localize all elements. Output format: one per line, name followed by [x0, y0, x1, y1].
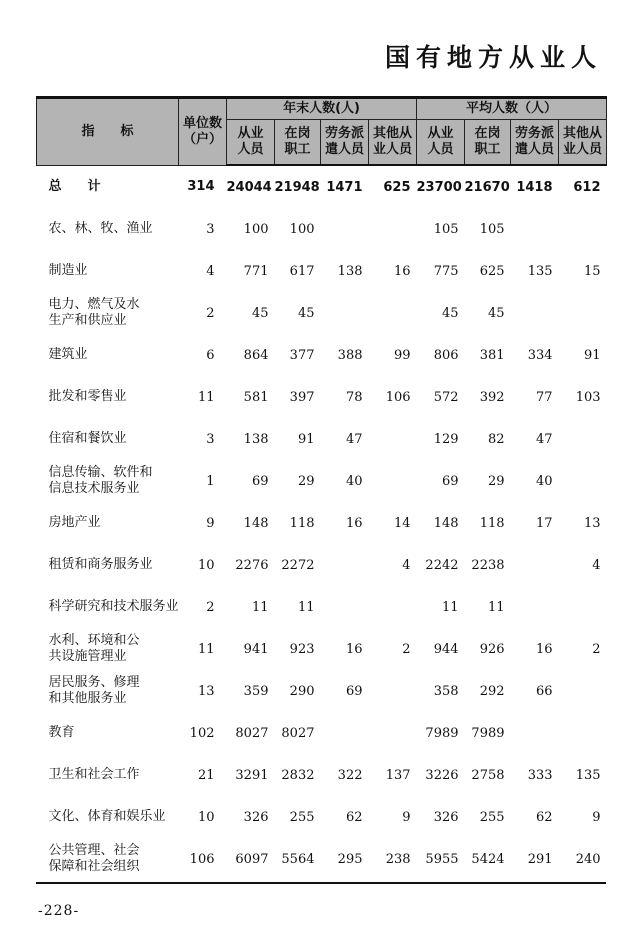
cell-value: 944: [433, 641, 459, 657]
table-row: [37, 292, 607, 334]
cell-value: 326: [243, 809, 269, 825]
cell-value: 11: [297, 599, 315, 615]
table-row: [37, 838, 607, 880]
cell-value: 14: [393, 515, 411, 531]
cell-value: 864: [243, 347, 269, 363]
cell-value: [511, 208, 559, 250]
cell-value: 82: [487, 431, 505, 447]
cell-value: 5424: [471, 851, 505, 867]
cell-value: 105: [433, 221, 459, 237]
cell-value: 2: [206, 599, 215, 615]
cell-value: 17: [535, 515, 553, 531]
cell-value: [559, 292, 607, 334]
cell-value: 255: [479, 809, 505, 825]
cell-value: 129: [433, 431, 459, 447]
table-body: [37, 165, 607, 880]
cell-value: 62: [535, 809, 553, 825]
cell-value: 91: [297, 431, 315, 447]
cell-value: 771: [243, 263, 269, 279]
cell-value: 8027: [235, 725, 269, 741]
cell-value: 10: [197, 809, 215, 825]
row-label: 总 计: [48, 178, 101, 194]
cell-value: 625: [383, 179, 411, 195]
cell-value: 3291: [235, 767, 269, 783]
cell-value: 381: [479, 347, 505, 363]
cell-value: 69: [345, 683, 363, 699]
cell-value: 16: [345, 515, 363, 531]
cell-value: 11: [487, 599, 505, 615]
cell-value: 45: [487, 305, 505, 321]
cell-value: 23700: [416, 179, 462, 195]
cell-value: 9: [402, 809, 411, 825]
cell-value: 13: [197, 683, 215, 699]
cell-value: 1: [206, 473, 215, 489]
header-units: 单位数 （户）: [179, 98, 227, 166]
cell-value: 99: [393, 347, 411, 363]
row-label: 房地产业: [48, 515, 101, 530]
cell-value: 10: [197, 557, 215, 573]
cell-value: 941: [243, 641, 269, 657]
cell-value: [559, 460, 607, 502]
table-row: [37, 670, 607, 712]
cell-value: [369, 208, 417, 250]
cell-value: 3226: [425, 767, 459, 783]
cell-value: 5955: [425, 851, 459, 867]
employment-table: [36, 96, 607, 880]
cell-value: 91: [583, 347, 601, 363]
table-row: [37, 754, 607, 796]
page-number: -228-: [38, 903, 80, 919]
cell-value: 7989: [471, 725, 505, 741]
cell-value: [559, 208, 607, 250]
table-row: [37, 628, 607, 670]
header-indicator: 指 标: [37, 98, 179, 166]
cell-value: 47: [345, 431, 363, 447]
cell-value: 69: [441, 473, 459, 489]
table-row: [37, 460, 607, 502]
cell-value: [369, 418, 417, 460]
cell-value: 3: [206, 431, 215, 447]
cell-value: 77: [535, 389, 553, 405]
table-row: [37, 712, 607, 754]
row-label: 信息传输、软件和 信息技术服务业: [48, 465, 153, 496]
cell-value: 118: [289, 515, 315, 531]
cell-value: 7989: [425, 725, 459, 741]
table-row: [37, 796, 607, 838]
cell-value: 47: [535, 431, 553, 447]
cell-value: 2276: [235, 557, 269, 573]
table-row: [37, 208, 607, 250]
cell-value: 138: [243, 431, 269, 447]
cell-value: 397: [289, 389, 315, 405]
cell-value: [369, 292, 417, 334]
cell-value: [559, 670, 607, 712]
cell-value: 292: [479, 683, 505, 699]
header-year-end-col-0: 从业 人员: [227, 120, 275, 166]
row-label: 批发和零售业: [48, 389, 127, 404]
cell-value: [321, 208, 369, 250]
header-average-col-0: 从业 人员: [417, 120, 465, 166]
cell-value: 1418: [516, 179, 553, 195]
cell-value: 359: [243, 683, 269, 699]
table-row: [37, 544, 607, 586]
cell-value: 2832: [281, 767, 315, 783]
cell-value: [321, 292, 369, 334]
header-average-col-1: 在岗 职工: [465, 120, 511, 166]
page-title: 国有地方从业人: [384, 43, 602, 72]
cell-value: 45: [297, 305, 315, 321]
cell-value: 3: [206, 221, 215, 237]
cell-value: 11: [197, 389, 215, 405]
row-label: 租赁和商务服务业: [48, 557, 153, 572]
cell-value: 11: [251, 599, 269, 615]
cell-value: [511, 292, 559, 334]
cell-value: 2: [402, 641, 411, 657]
cell-value: 29: [487, 473, 505, 489]
cell-value: 290: [289, 683, 315, 699]
row-label: 公共管理、社会 保障和社会组织: [48, 843, 140, 874]
cell-value: 62: [345, 809, 363, 825]
cell-value: [321, 544, 369, 586]
cell-value: 105: [479, 221, 505, 237]
row-label: 水利、环境和公 共设施管理业: [48, 633, 140, 664]
table-row: [37, 334, 607, 376]
cell-value: 392: [479, 389, 505, 405]
cell-value: 66: [535, 683, 553, 699]
cell-value: 100: [289, 221, 315, 237]
header-average-col-2: 劳务派 遣人员: [511, 120, 559, 166]
table-row: [37, 418, 607, 460]
cell-value: [559, 712, 607, 754]
cell-value: 291: [527, 851, 553, 867]
cell-value: [369, 670, 417, 712]
row-label: 电力、燃气及水 生产和供应业: [48, 297, 140, 328]
cell-value: 9: [592, 809, 601, 825]
cell-value: 581: [243, 389, 269, 405]
cell-value: 4: [402, 557, 411, 573]
cell-value: 358: [433, 683, 459, 699]
cell-value: 16: [345, 641, 363, 657]
cell-value: 377: [289, 347, 315, 363]
header-year-end-group: 年末人数(人): [227, 98, 417, 120]
cell-value: [369, 460, 417, 502]
header-year-end-col-2: 劳务派 遣人员: [321, 120, 369, 166]
cell-value: 40: [345, 473, 363, 489]
header-year-end-col-3: 其他从 业人员: [369, 120, 417, 166]
cell-value: 148: [433, 515, 459, 531]
cell-value: 6097: [235, 851, 269, 867]
cell-value: 103: [575, 389, 601, 405]
row-label: 住宿和餐饮业: [48, 431, 127, 446]
cell-value: [559, 586, 607, 628]
cell-value: 4: [592, 557, 601, 573]
cell-value: 29: [297, 473, 315, 489]
cell-value: 775: [433, 263, 459, 279]
row-label: 卫生和社会工作: [48, 767, 140, 782]
cell-value: 21948: [274, 179, 320, 195]
cell-value: 923: [289, 641, 315, 657]
cell-value: [559, 418, 607, 460]
cell-value: 135: [575, 767, 601, 783]
cell-value: 2242: [425, 557, 459, 573]
cell-value: 100: [243, 221, 269, 237]
cell-value: 45: [251, 305, 269, 321]
cell-value: 106: [385, 389, 411, 405]
cell-value: 138: [337, 263, 363, 279]
row-label: 科学研究和技术服务业: [48, 599, 179, 614]
cell-value: 8027: [281, 725, 315, 741]
cell-value: 238: [385, 851, 411, 867]
cell-value: 4: [206, 263, 215, 279]
cell-value: 102: [189, 725, 215, 741]
cell-value: 16: [535, 641, 553, 657]
cell-value: 612: [573, 179, 601, 195]
cell-value: 572: [433, 389, 459, 405]
cell-value: 625: [479, 263, 505, 279]
cell-value: 13: [583, 515, 601, 531]
row-label: 建筑业: [48, 347, 88, 362]
row-label: 农、林、牧、渔业: [48, 221, 153, 236]
cell-value: 2238: [471, 557, 505, 573]
bottom-rule: [36, 882, 606, 884]
table-row: [37, 502, 607, 544]
header-year-end-col-1: 在岗 职工: [275, 120, 321, 166]
row-label: 文化、体育和娱乐业: [48, 809, 166, 824]
cell-value: 2: [206, 305, 215, 321]
cell-value: [369, 712, 417, 754]
table-row: [37, 586, 607, 628]
cell-value: 137: [385, 767, 411, 783]
cell-value: 388: [337, 347, 363, 363]
cell-value: 1471: [326, 179, 363, 195]
cell-value: 240: [575, 851, 601, 867]
cell-value: 118: [479, 515, 505, 531]
header-average-col-3: 其他从 业人员: [559, 120, 607, 166]
cell-value: 40: [535, 473, 553, 489]
cell-value: 2: [592, 641, 601, 657]
row-label: 教育: [48, 725, 75, 740]
row-label: 制造业: [48, 263, 88, 278]
cell-value: [511, 544, 559, 586]
cell-value: 2272: [281, 557, 315, 573]
cell-value: 24044: [226, 179, 272, 195]
cell-value: 135: [527, 263, 553, 279]
cell-value: 314: [187, 179, 215, 195]
cell-value: 806: [433, 347, 459, 363]
cell-value: 617: [289, 263, 315, 279]
cell-value: 21670: [464, 179, 510, 195]
cell-value: 11: [197, 641, 215, 657]
row-label: 居民服务、修理 和其他服务业: [48, 675, 140, 706]
cell-value: 2758: [471, 767, 505, 783]
cell-value: 334: [527, 347, 553, 363]
cell-value: [321, 712, 369, 754]
cell-value: 16: [393, 263, 411, 279]
cell-value: [369, 586, 417, 628]
cell-value: 69: [251, 473, 269, 489]
cell-value: 11: [441, 599, 459, 615]
cell-value: 333: [527, 767, 553, 783]
cell-value: 5564: [281, 851, 315, 867]
cell-value: 6: [206, 347, 215, 363]
header-average-group: 平均人数（人）: [417, 98, 607, 120]
cell-value: [511, 712, 559, 754]
cell-value: 326: [433, 809, 459, 825]
table-row: [37, 250, 607, 292]
table-row: [37, 376, 607, 418]
cell-value: 322: [337, 767, 363, 783]
cell-value: 21: [197, 767, 215, 783]
cell-value: 926: [479, 641, 505, 657]
cell-value: 106: [189, 851, 215, 867]
cell-value: 295: [337, 851, 363, 867]
cell-value: [511, 586, 559, 628]
cell-value: 78: [345, 389, 363, 405]
cell-value: 148: [243, 515, 269, 531]
cell-value: [321, 586, 369, 628]
cell-value: 9: [206, 515, 215, 531]
cell-value: 255: [289, 809, 315, 825]
cell-value: 45: [441, 305, 459, 321]
total-row: [37, 165, 607, 208]
cell-value: 15: [583, 263, 601, 279]
